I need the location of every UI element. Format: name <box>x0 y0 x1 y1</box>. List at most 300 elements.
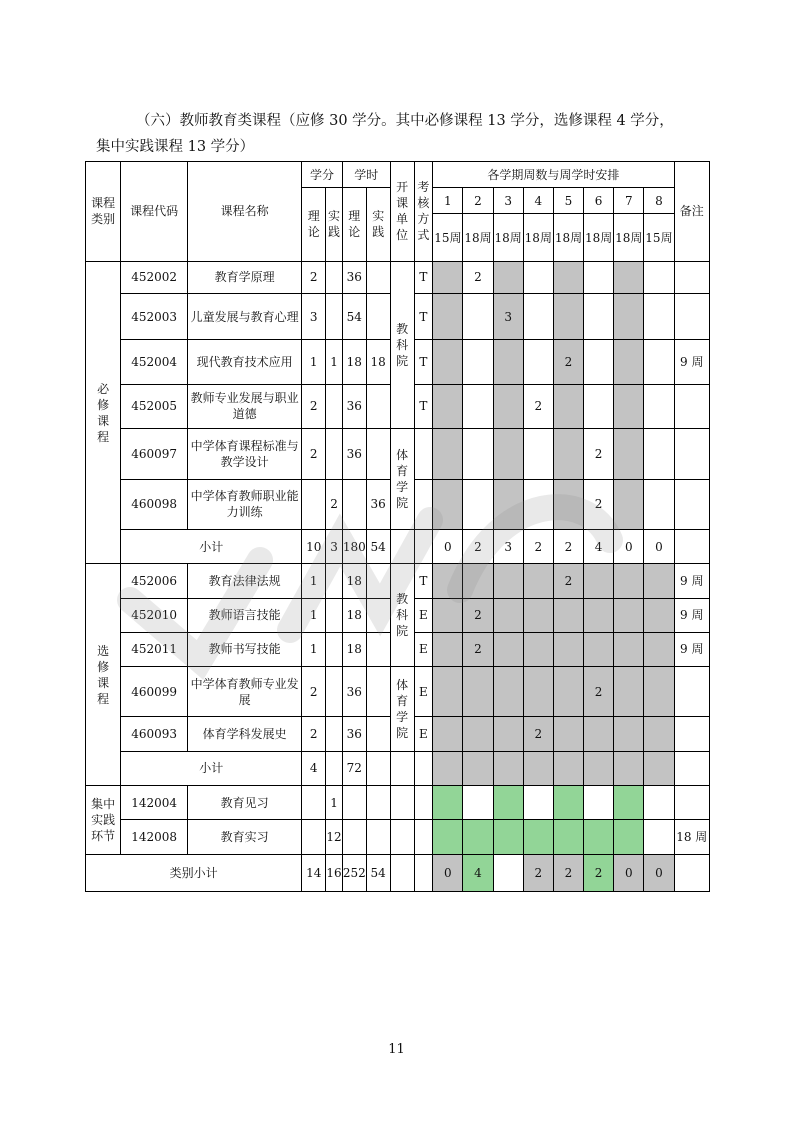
course-code: 452006 <box>121 564 188 598</box>
sem-cell <box>553 384 583 428</box>
remark <box>674 384 709 428</box>
remark <box>674 261 709 293</box>
group-practice: 集中实践环节 <box>86 786 121 855</box>
sem-cell <box>614 717 644 751</box>
credit-theory: 2 <box>302 261 326 293</box>
hour-theory: 18 <box>342 598 366 632</box>
table-row <box>86 429 710 479</box>
remark <box>674 854 709 891</box>
credit-theory <box>302 479 326 529</box>
semester-label: 7 <box>614 188 644 214</box>
credit-theory: 2 <box>302 429 326 479</box>
course-code: 142004 <box>121 786 188 820</box>
course-name: 中学体育教师专业发展 <box>187 667 301 717</box>
sem-cell <box>644 598 674 632</box>
sem-cell: 2 <box>523 529 553 563</box>
group-elective: 选修课程 <box>86 564 121 786</box>
sem-cell <box>553 632 583 666</box>
sem-cell <box>523 598 553 632</box>
sem-cell <box>553 820 583 854</box>
exam-type <box>414 751 433 785</box>
sem-cell: 2 <box>553 564 583 598</box>
course-table <box>85 161 710 892</box>
exam-type: E <box>414 598 433 632</box>
sem-cell <box>614 479 644 529</box>
sem-cell: 2 <box>523 384 553 428</box>
credit-theory: 10 <box>302 529 326 563</box>
credit-theory <box>302 786 326 820</box>
sem-cell <box>584 820 614 854</box>
intro-line-2: 集中实践课程 13 学分） <box>96 139 255 155</box>
sem-cell <box>614 384 644 428</box>
sem-cell: 0 <box>614 529 644 563</box>
sem-cell: 3 <box>493 294 523 340</box>
sem-cell <box>523 429 553 479</box>
exam-type: E <box>414 667 433 717</box>
semester-label: 6 <box>584 188 614 214</box>
sem-cell <box>553 717 583 751</box>
credit-theory: 2 <box>302 384 326 428</box>
sem-cell <box>614 340 644 384</box>
sem-cell <box>614 751 644 785</box>
credit-practice: 3 <box>326 529 343 563</box>
remark: 9 周 <box>674 632 709 666</box>
sem-cell <box>493 479 523 529</box>
semester-label: 5 <box>553 188 583 214</box>
semester-weeks: 18周 <box>553 214 583 261</box>
sem-cell <box>523 564 553 598</box>
course-name: 教育法律法规 <box>187 564 301 598</box>
remark <box>674 529 709 563</box>
header-dept: 开课单位 <box>390 162 414 262</box>
sem-cell <box>463 717 493 751</box>
credit-practice <box>326 632 343 666</box>
remark <box>674 429 709 479</box>
remark <box>674 479 709 529</box>
sem-cell <box>463 479 493 529</box>
sem-cell <box>523 820 553 854</box>
sem-cell <box>553 598 583 632</box>
credit-practice <box>326 717 343 751</box>
hour-practice <box>366 786 390 820</box>
credit-theory: 1 <box>302 632 326 666</box>
table-row <box>86 261 710 293</box>
exam-type: T <box>414 294 433 340</box>
sem-cell: 2 <box>584 854 614 891</box>
sem-cell <box>493 429 523 479</box>
sem-cell <box>553 294 583 340</box>
sem-cell <box>493 820 523 854</box>
sem-cell <box>644 786 674 820</box>
sem-cell <box>644 429 674 479</box>
hour-practice: 54 <box>366 529 390 563</box>
sem-cell <box>493 384 523 428</box>
sem-cell <box>493 854 523 891</box>
course-code: 452010 <box>121 598 188 632</box>
credit-practice <box>326 429 343 479</box>
sem-cell: 0 <box>644 529 674 563</box>
hour-practice <box>366 717 390 751</box>
header-schedule: 各学期周数与周学时安排 <box>433 162 674 188</box>
dept-cell <box>390 786 414 820</box>
course-name: 教育学原理 <box>187 261 301 293</box>
hour-theory: 18 <box>342 564 366 598</box>
sem-cell <box>493 340 523 384</box>
exam-type <box>414 854 433 891</box>
subtotal-label: 小计 <box>121 529 302 563</box>
credit-practice <box>326 564 343 598</box>
remark <box>674 751 709 785</box>
total-row <box>86 854 710 891</box>
hour-practice: 18 <box>366 340 390 384</box>
sem-cell <box>614 294 644 340</box>
header-hour-practice: 实践 <box>366 188 390 262</box>
hour-theory: 180 <box>342 529 366 563</box>
semester-label: 1 <box>433 188 463 214</box>
course-name: 教师语言技能 <box>187 598 301 632</box>
credit-theory: 14 <box>302 854 326 891</box>
header-category: 课程类别 <box>86 162 121 262</box>
sem-cell <box>584 564 614 598</box>
hour-theory: 36 <box>342 384 366 428</box>
credit-practice <box>326 294 343 340</box>
sem-cell <box>553 751 583 785</box>
table-row <box>86 564 710 598</box>
sem-cell: 3 <box>493 529 523 563</box>
sem-cell: 2 <box>523 854 553 891</box>
course-name: 中学体育教师职业能力训练 <box>187 479 301 529</box>
sem-cell <box>433 751 463 785</box>
remark <box>674 786 709 820</box>
remark <box>674 717 709 751</box>
exam-type: E <box>414 632 433 666</box>
exam-type: T <box>414 564 433 598</box>
sem-cell <box>463 667 493 717</box>
sem-cell <box>463 294 493 340</box>
sem-cell <box>553 429 583 479</box>
credit-theory: 3 <box>302 294 326 340</box>
sem-cell <box>493 564 523 598</box>
sem-cell <box>614 429 644 479</box>
hour-theory: 72 <box>342 751 366 785</box>
hour-theory <box>342 820 366 854</box>
sem-cell: 2 <box>463 632 493 666</box>
sem-cell <box>463 820 493 854</box>
header-code: 课程代码 <box>121 162 188 262</box>
sem-cell <box>584 717 614 751</box>
sem-cell <box>644 632 674 666</box>
credit-practice: 2 <box>326 479 343 529</box>
course-code: 142008 <box>121 820 188 854</box>
sem-cell <box>614 667 644 717</box>
sem-cell <box>493 598 523 632</box>
hour-practice: 54 <box>366 854 390 891</box>
dept-cell <box>390 751 414 785</box>
subtotal-row <box>86 529 710 563</box>
semester-weeks: 18周 <box>493 214 523 261</box>
sem-cell <box>614 786 644 820</box>
course-code: 460093 <box>121 717 188 751</box>
sem-cell: 2 <box>553 854 583 891</box>
sem-cell <box>433 820 463 854</box>
exam-type <box>414 786 433 820</box>
dept-cell: 体育学院 <box>390 667 414 752</box>
sem-cell <box>463 786 493 820</box>
credit-practice: 1 <box>326 340 343 384</box>
course-name: 教育见习 <box>187 786 301 820</box>
remark: 9 周 <box>674 564 709 598</box>
course-code: 460099 <box>121 667 188 717</box>
sem-cell: 2 <box>523 717 553 751</box>
remark <box>674 667 709 717</box>
sem-cell <box>614 632 644 666</box>
sem-cell <box>433 667 463 717</box>
sem-cell: 2 <box>463 261 493 293</box>
exam-type: T <box>414 384 433 428</box>
sem-cell <box>644 667 674 717</box>
table-row <box>86 667 710 717</box>
credit-practice: 1 <box>326 786 343 820</box>
sem-cell: 0 <box>644 854 674 891</box>
credit-theory: 2 <box>302 667 326 717</box>
course-name: 教育实习 <box>187 820 301 854</box>
sem-cell <box>433 717 463 751</box>
sem-cell <box>644 751 674 785</box>
page-number: 11 <box>388 1042 405 1057</box>
semester-label: 4 <box>523 188 553 214</box>
hour-practice <box>366 294 390 340</box>
remark: 9 周 <box>674 598 709 632</box>
dept-cell <box>390 820 414 854</box>
sem-cell <box>523 632 553 666</box>
course-code: 460097 <box>121 429 188 479</box>
sem-cell <box>553 479 583 529</box>
table-row <box>86 786 710 820</box>
sem-cell <box>523 667 553 717</box>
sem-cell: 2 <box>584 429 614 479</box>
sem-cell <box>463 429 493 479</box>
sem-cell <box>463 384 493 428</box>
sem-cell <box>644 261 674 293</box>
semester-weeks: 18周 <box>584 214 614 261</box>
table-row <box>86 820 710 854</box>
sem-cell <box>433 340 463 384</box>
sem-cell <box>523 786 553 820</box>
semester-label: 8 <box>644 188 674 214</box>
hour-theory: 36 <box>342 429 366 479</box>
sem-cell <box>553 261 583 293</box>
hour-theory <box>342 479 366 529</box>
exam-type: T <box>414 340 433 384</box>
sem-cell: 4 <box>584 529 614 563</box>
hour-practice <box>366 632 390 666</box>
dept-cell: 教科院 <box>390 564 414 667</box>
semester-label: 2 <box>463 188 493 214</box>
intro-paragraph <box>96 108 716 160</box>
sem-cell <box>614 261 644 293</box>
exam-type <box>414 479 433 529</box>
credit-theory: 1 <box>302 598 326 632</box>
sem-cell: 0 <box>433 854 463 891</box>
course-code: 452004 <box>121 340 188 384</box>
course-code: 452002 <box>121 261 188 293</box>
sem-cell <box>493 786 523 820</box>
credit-theory: 4 <box>302 751 326 785</box>
header-remark: 备注 <box>674 162 709 262</box>
sem-cell <box>553 667 583 717</box>
sem-cell <box>433 786 463 820</box>
course-name: 体育学科发展史 <box>187 717 301 751</box>
sem-cell <box>493 667 523 717</box>
remark <box>674 294 709 340</box>
sem-cell <box>614 598 644 632</box>
sem-cell <box>523 261 553 293</box>
sem-cell <box>433 564 463 598</box>
total-label: 类别小计 <box>86 854 302 891</box>
exam-type: E <box>414 717 433 751</box>
sem-cell <box>433 429 463 479</box>
sem-cell <box>433 384 463 428</box>
hour-theory <box>342 786 366 820</box>
hour-practice <box>366 598 390 632</box>
dept-cell: 教科院 <box>390 261 414 428</box>
sem-cell <box>463 340 493 384</box>
course-name: 现代教育技术应用 <box>187 340 301 384</box>
hour-practice: 36 <box>366 479 390 529</box>
sem-cell: 2 <box>584 667 614 717</box>
sem-cell <box>644 384 674 428</box>
hour-practice <box>366 751 390 785</box>
sem-cell <box>493 261 523 293</box>
intro-line-1: （六）教师教育类课程（应修 30 学分。其中必修课程 13 学分，选修课程 4 学分， <box>136 113 674 129</box>
dept-cell: 体育学院 <box>390 429 414 530</box>
subtotal-label: 小计 <box>121 751 302 785</box>
sem-cell <box>644 340 674 384</box>
header-hours: 学时 <box>342 162 390 188</box>
sem-cell <box>584 786 614 820</box>
exam-type <box>414 429 433 479</box>
sem-cell <box>644 294 674 340</box>
subtotal-row <box>86 751 710 785</box>
remark: 18 周 <box>674 820 709 854</box>
credit-practice <box>326 751 343 785</box>
sem-cell <box>614 564 644 598</box>
course-code: 460098 <box>121 479 188 529</box>
hour-theory: 36 <box>342 667 366 717</box>
sem-cell <box>644 564 674 598</box>
course-name: 儿童发展与教育心理 <box>187 294 301 340</box>
semester-label: 3 <box>493 188 523 214</box>
header-credits: 学分 <box>302 162 343 188</box>
hour-theory: 54 <box>342 294 366 340</box>
sem-cell <box>493 751 523 785</box>
sem-cell <box>553 786 583 820</box>
header-row-1 <box>86 162 710 188</box>
sem-cell <box>584 598 614 632</box>
credit-practice: 12 <box>326 820 343 854</box>
course-code: 452011 <box>121 632 188 666</box>
sem-cell <box>644 820 674 854</box>
header-credit-theory: 理论 <box>302 188 326 262</box>
course-code: 452005 <box>121 384 188 428</box>
hour-practice <box>366 667 390 717</box>
hour-practice <box>366 564 390 598</box>
credit-theory <box>302 820 326 854</box>
sem-cell <box>644 479 674 529</box>
header-hour-theory: 理论 <box>342 188 366 262</box>
course-name: 中学体育课程标准与教学设计 <box>187 429 301 479</box>
credit-theory: 1 <box>302 340 326 384</box>
sem-cell <box>584 384 614 428</box>
semester-weeks: 15周 <box>644 214 674 261</box>
sem-cell: 2 <box>463 598 493 632</box>
hour-practice <box>366 820 390 854</box>
sem-cell <box>644 717 674 751</box>
credit-practice <box>326 261 343 293</box>
credit-practice <box>326 598 343 632</box>
sem-cell: 2 <box>584 479 614 529</box>
sem-cell <box>433 598 463 632</box>
sem-cell <box>584 632 614 666</box>
header-name: 课程名称 <box>187 162 301 262</box>
credit-theory: 1 <box>302 564 326 598</box>
dept-cell <box>390 854 414 891</box>
hour-theory: 36 <box>342 261 366 293</box>
sem-cell <box>433 294 463 340</box>
header-credit-practice: 实践 <box>326 188 343 262</box>
sem-cell <box>463 564 493 598</box>
sem-cell <box>433 479 463 529</box>
semester-weeks: 18周 <box>523 214 553 261</box>
hour-theory: 18 <box>342 632 366 666</box>
sem-cell <box>584 294 614 340</box>
sem-cell <box>523 294 553 340</box>
sem-cell <box>463 751 493 785</box>
hour-practice <box>366 384 390 428</box>
credit-practice <box>326 384 343 428</box>
semester-weeks: 18周 <box>614 214 644 261</box>
sem-cell <box>523 751 553 785</box>
remark: 9 周 <box>674 340 709 384</box>
course-name: 教师专业发展与职业道德 <box>187 384 301 428</box>
sem-cell: 4 <box>463 854 493 891</box>
semester-weeks: 15周 <box>433 214 463 261</box>
credit-practice <box>326 667 343 717</box>
sem-cell <box>584 751 614 785</box>
sem-cell: 2 <box>463 529 493 563</box>
exam-type: T <box>414 261 433 293</box>
sem-cell <box>493 717 523 751</box>
sem-cell <box>584 261 614 293</box>
sem-cell <box>433 632 463 666</box>
credit-practice: 16 <box>326 854 343 891</box>
semester-weeks: 18周 <box>463 214 493 261</box>
course-name: 教师书写技能 <box>187 632 301 666</box>
sem-cell <box>614 820 644 854</box>
dept-cell <box>390 529 414 563</box>
sem-cell <box>433 261 463 293</box>
exam-type <box>414 529 433 563</box>
sem-cell: 0 <box>433 529 463 563</box>
header-exam: 考核方式 <box>414 162 433 262</box>
hour-practice <box>366 429 390 479</box>
course-code: 452003 <box>121 294 188 340</box>
exam-type <box>414 820 433 854</box>
sem-cell <box>523 479 553 529</box>
group-required: 必修课程 <box>86 261 121 563</box>
hour-practice <box>366 261 390 293</box>
sem-cell: 2 <box>553 529 583 563</box>
